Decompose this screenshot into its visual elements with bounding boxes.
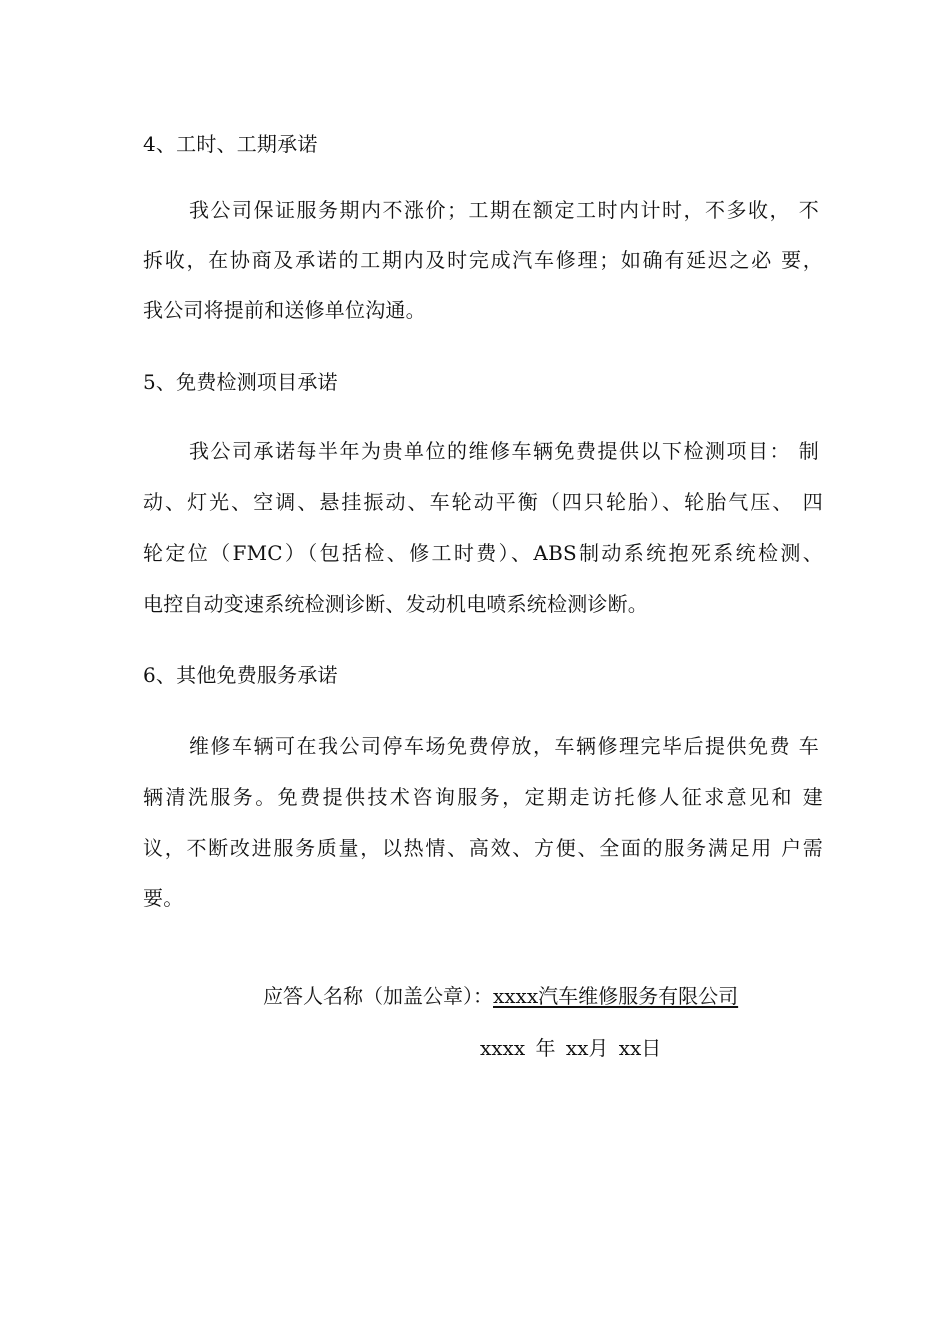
signature-company: xxxx汽车维修服务有限公司	[493, 984, 739, 1008]
signature-date: xxxx 年 xx月 xx日	[480, 1036, 662, 1060]
section-6-line-4: 要。	[143, 886, 184, 910]
section-5-line-2: 动、灯光、空调、悬挂振动、车轮动平衡（四只轮胎）、轮胎气压、 四	[143, 490, 823, 514]
section-6-line-2: 辆清洗服务。免费提供技术咨询服务，定期走访托修人征求意见和 建	[143, 785, 823, 809]
section-4-line-1: 我公司保证服务期内不涨价；工期在额定工时内计时，不多收， 不	[189, 198, 819, 222]
section-6-line-3: 议，不断改进服务质量，以热情、高效、方便、全面的服务满足用 户需	[143, 836, 823, 860]
section-6-heading: 6、其他免费服务承诺	[143, 663, 338, 687]
section-5-heading: 5、免费检测项目承诺	[143, 370, 338, 394]
section-4-line-2: 拆收，在协商及承诺的工期内及时完成汽车修理；如确有延迟之必 要，	[143, 248, 823, 272]
section-5-line-3: 轮定位（FMC）（包括检、修工时费）、ABS制动系统抱死系统检测、	[143, 541, 823, 565]
section-6-line-1: 维修车辆可在我公司停车场免费停放，车辆修理完毕后提供免费 车	[189, 734, 819, 758]
section-4-line-3: 我公司将提前和送修单位沟通。	[143, 298, 426, 322]
signature-line	[263, 984, 738, 1008]
signature-label: 应答人名称（加盖公章）：	[263, 984, 493, 1008]
section-5-line-4: 电控自动变速系统检测诊断、发动机电喷系统检测诊断。	[143, 592, 648, 616]
section-4-heading: 4、工时、工期承诺	[143, 132, 318, 156]
section-5-line-1: 我公司承诺每半年为贵单位的维修车辆免费提供以下检测项目： 制	[189, 439, 819, 463]
